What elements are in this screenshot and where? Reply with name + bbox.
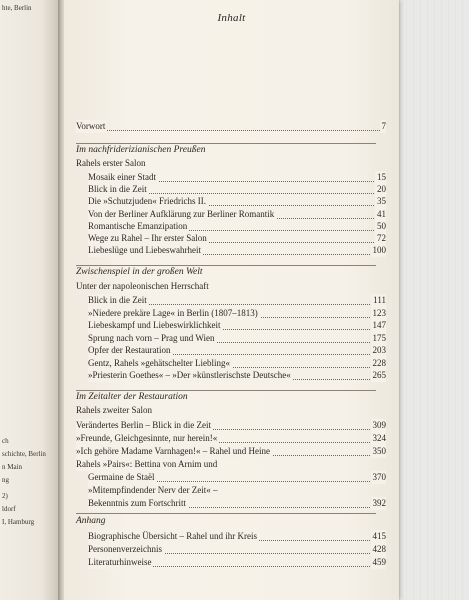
toc-entry-page: 309 xyxy=(372,420,386,430)
section-subheading: Unter der napoleonischen Herrschaft xyxy=(76,281,209,291)
section-divider xyxy=(76,265,376,266)
toc-entry-page: 459 xyxy=(372,557,386,567)
prev-page-text: schichte, Berlin xyxy=(2,450,46,458)
toc-entry-page: 50 xyxy=(377,220,386,231)
toc-entry-label: Sprung nach vorn – Prag und Wien xyxy=(88,332,215,343)
section-subheading: Rahels erster Salon xyxy=(76,158,146,168)
toc-entry-label: Verändertes Berlin – Blick in die Zeit xyxy=(76,420,211,430)
prev-page-text: I, Hamburg xyxy=(2,518,35,526)
toc-entry-page: 415 xyxy=(372,531,386,541)
background-panel xyxy=(400,0,469,600)
toc-entry xyxy=(88,556,386,569)
page-title: Inhalt xyxy=(217,12,246,24)
toc-entry-page: 350 xyxy=(372,446,386,456)
section-heading: Zwischenspiel in der großen Welt xyxy=(76,267,203,277)
toc-entry-page: 228 xyxy=(372,357,386,368)
toc-entry-label: Biographische Übersicht – Rahel und ihr Kreis xyxy=(88,531,257,541)
section-divider xyxy=(76,390,376,391)
toc-entry-label: Literaturhinweise xyxy=(88,557,152,567)
toc-entry-page: 35 xyxy=(377,196,386,207)
section-heading: Anhang xyxy=(76,516,106,526)
toc-entry-page: 100 xyxy=(372,245,386,256)
toc-entry-label: »Niedere prekäre Lage« in Berlin (1807–1813) xyxy=(88,307,258,318)
toc-entry-page: 15 xyxy=(377,172,386,182)
toc-entry-label: Rahels »Pairs«: Bettina von Arnim und xyxy=(76,459,218,469)
toc-entry-page: 7 xyxy=(381,121,386,131)
toc-entry-label: Gentz, Rahels »gehätschelter Liebling« xyxy=(88,357,230,368)
toc-page xyxy=(64,0,399,600)
toc-entry-page: 20 xyxy=(377,184,386,195)
toc-entry-page: 392 xyxy=(372,498,386,508)
toc-entry-vorwort xyxy=(76,120,386,133)
toc-entry-label: Blick in die Zeit xyxy=(88,184,147,195)
prev-page-text: ch xyxy=(2,437,9,445)
section-divider xyxy=(76,143,376,144)
toc-entry-label: Germaine de Staël xyxy=(88,472,155,482)
toc-entry-label: Liebeskampf und Liebeswirklichkeit xyxy=(88,320,221,330)
toc-entry-page: 428 xyxy=(372,544,386,554)
toc-entry-label: Wege zu Rahel – Ihr erster Salon xyxy=(88,233,207,243)
toc-entry-label: »Priesterin Goethes« – »Der »künstlerischste Deutsche« xyxy=(88,370,291,380)
prev-page-text: ldorf xyxy=(2,505,16,513)
prev-page-text: ng xyxy=(2,476,9,484)
toc-entry-page: 111 xyxy=(373,295,386,305)
toc-entry xyxy=(88,244,386,257)
previous-page-edge xyxy=(0,0,60,600)
toc-entry xyxy=(88,471,386,484)
toc-entry-label: Personenverzeichnis xyxy=(88,544,162,554)
prev-page-text: n Main xyxy=(2,463,23,471)
prev-page-text: hte, Berlin xyxy=(2,4,32,12)
section-subheading: Rahels zweiter Salon xyxy=(76,405,152,415)
toc-entry-label: Vorwort xyxy=(76,121,106,131)
toc-entry-page: 370 xyxy=(372,472,386,482)
toc-entry-label: »Mitempfindender Nerv der Zeit« – xyxy=(88,485,218,495)
toc-entry-page: 123 xyxy=(372,307,386,318)
toc-entry-label: »Ich gehöre Madame Varnhagen!« – Rahel und Heine xyxy=(76,446,271,456)
toc-entry-page: 147 xyxy=(372,320,386,330)
toc-entry-page: 203 xyxy=(372,345,386,355)
toc-entry-label: Blick in die Zeit xyxy=(88,295,147,305)
toc-entry-label: Bekenntnis zum Fortschritt xyxy=(88,498,186,508)
toc-entry-page: 41 xyxy=(377,208,386,219)
toc-entry-label: Die »Schutzjuden« Friedrichs II. xyxy=(88,196,206,207)
toc-entry-page: 265 xyxy=(372,370,386,380)
toc-entry-label: Mosaik einer Stadt xyxy=(88,172,156,182)
section-divider xyxy=(76,513,376,514)
toc-entry-page: 72 xyxy=(377,233,386,243)
toc-entry-label: »Freunde, Gleichgesinnte, nur herein!« xyxy=(76,433,218,443)
toc-entry-label: Opfer der Restauration xyxy=(88,345,171,355)
section-heading: Im nachfriderizianischen Preußen xyxy=(76,145,206,155)
leader-dots xyxy=(76,118,386,131)
toc-entry-page: 324 xyxy=(372,433,386,443)
toc-entry-label: Romantische Emanzipation xyxy=(88,220,188,231)
toc-entry-label: Liebeslüge und Liebeswahrheit xyxy=(88,245,201,256)
toc-entry xyxy=(88,497,386,510)
section-heading: Im Zeitalter der Restauration xyxy=(76,392,188,402)
toc-entry-label: Von der Berliner Aufklärung zur Berliner Romantik xyxy=(88,208,275,219)
prev-page-text: 2) xyxy=(2,492,8,500)
toc-entry xyxy=(88,369,386,382)
toc-entry-page: 175 xyxy=(372,332,386,343)
toc-entry xyxy=(76,445,386,458)
